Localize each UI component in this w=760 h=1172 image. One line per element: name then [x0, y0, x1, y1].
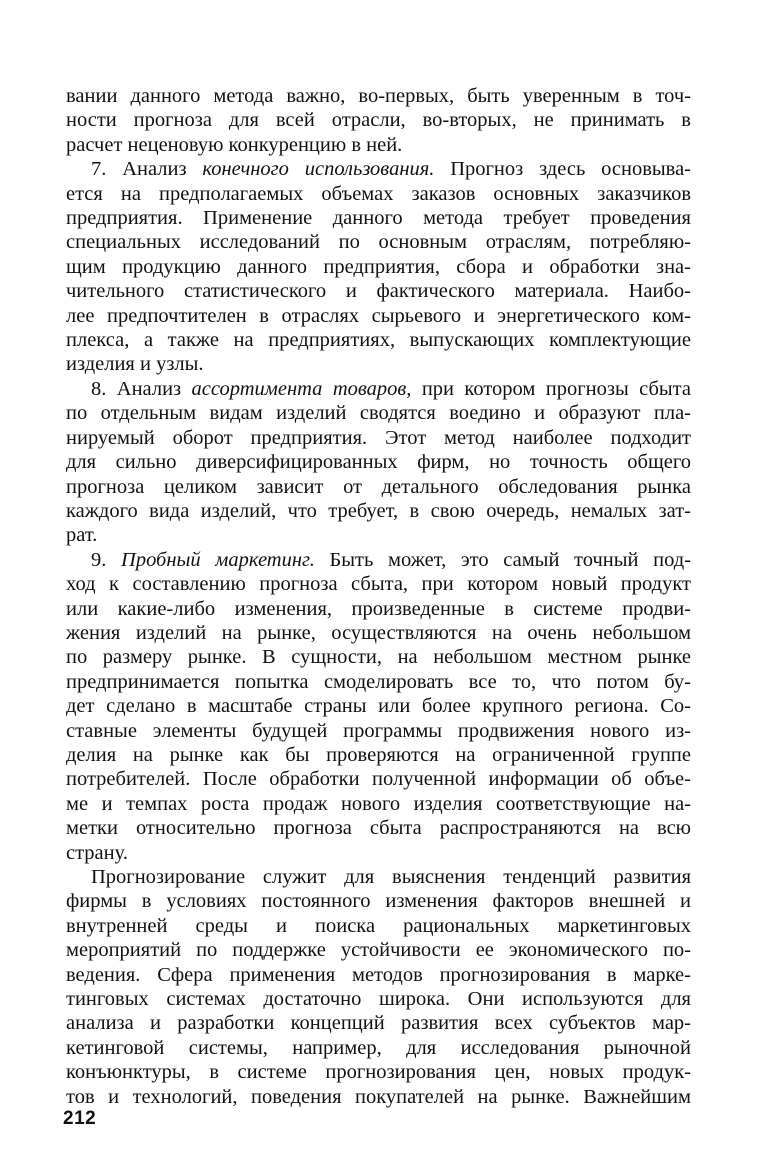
text-line: ется на предполагаемых объемах заказов основных заказчиков — [66, 182, 691, 205]
text-line: потребителей. После обработки полученной информации об объе- — [66, 768, 691, 791]
text-line: тинговых системах достаточно широка. Они используются для — [66, 988, 691, 1011]
text-line — [66, 377, 691, 401]
text-line: фирмы в условиях постоянного изменения факторов внешней и — [66, 890, 691, 913]
text-line: кетинговой системы, например, для исследования рыночной — [66, 1036, 691, 1059]
text-line: прогноза целиком зависит от детального обследования рынка — [66, 475, 691, 498]
line-text: Прогноз здесь основыва- — [434, 158, 691, 181]
text-line: дет сделано в масштабе страны или более крупного региона. Со- — [66, 695, 691, 718]
text-line: каждого вида изделий, что требует, в свою очередь, немалых зат- — [66, 499, 691, 522]
text-line: ности прогноза для всей отрасли, во-вторых, не принимать в — [66, 109, 691, 132]
text-line: ведения. Сфера применения методов прогнозирования в марке- — [66, 963, 691, 986]
text-line: изделия и узлы. — [66, 353, 204, 376]
text-line: нируемый оборот предприятия. Этот метод наиболее подходит — [66, 426, 691, 449]
text-line: предпринимается попытка смоделировать все то, что потом бу- — [66, 670, 691, 693]
text-line: тов и технологий, поведения покупателей на рынке. Важнейшим — [66, 1085, 691, 1108]
text-line: чительного статистического и фактического материала. Наибо- — [66, 280, 691, 303]
method-term: конечного использования. — [202, 158, 435, 181]
paragraph-method-8 — [66, 377, 691, 548]
line-text: Быть может, это самый точный под- — [314, 548, 692, 571]
text-line: анализа и разработки концепций развития всех субъектов мар- — [66, 1012, 691, 1035]
text-line: жения изделий на рынке, осуществляются на очень небольшом — [66, 621, 691, 644]
method-term: Пробный маркетинг. — [121, 548, 315, 571]
list-number: 9. — [91, 548, 107, 571]
text-line: страну. — [66, 841, 128, 864]
text-line: для сильно диверсифицированных фирм, но точность общего — [66, 451, 691, 474]
paragraph-method-9 — [66, 548, 691, 865]
paragraph-forecasting — [66, 865, 691, 1109]
text-line: щим продукцию данного предприятия, сбора и обработки зна- — [66, 255, 691, 278]
text-line: вании данного метода важно, во-первых, быть уверенным в точ- — [66, 85, 691, 107]
text-line: по размеру рынке. В сущности, на небольшом местном рынке — [66, 646, 691, 669]
list-number: 7. — [91, 158, 107, 181]
paragraph-continuation — [66, 84, 691, 157]
text-line: специальных исследований по основным отраслям, потребляю- — [66, 231, 691, 254]
text-line: мероприятий по поддержке устойчивости ее экономического по- — [66, 939, 691, 962]
text-line: плекса, а также на предприятиях, выпускающих комплектующие — [66, 329, 691, 352]
text-line: предприятия. Применение данного метода требует проведения — [66, 207, 691, 230]
text-line: расчет неценовую конкуренцию в ней. — [66, 133, 403, 156]
text-line: ме и темпах роста продаж нового изделия соответствующие на- — [66, 792, 691, 815]
text-line: по отдельным видам изделий сводятся воедино и образуют пла- — [66, 402, 691, 425]
text-line: метки относительно прогноза сбыта распространяются на всю — [66, 817, 691, 840]
page-body — [66, 84, 691, 1109]
method-term: ассортимента товаров, — [191, 377, 412, 400]
lead-text: Анализ — [122, 158, 187, 181]
lead-text: Анализ — [116, 377, 182, 400]
text-line: делия на рынке как бы проверяются на ограниченной группе — [66, 743, 691, 766]
text-line — [66, 548, 691, 572]
text-line: конъюнктуры, в системе прогнозирования цен, новых продук- — [66, 1061, 691, 1084]
paragraph-method-7 — [66, 157, 691, 377]
text-line: рат. — [66, 524, 98, 547]
text-line — [66, 157, 691, 181]
text-line: или какие-либо изменения, произведенные в системе продви- — [66, 597, 691, 620]
text-line: Прогнозирование служит для выяснения тенденций развития — [91, 866, 691, 888]
page-number: 212 — [63, 1108, 97, 1129]
text-line: ход к составлению прогноза сбыта, при котором новый продукт — [66, 573, 691, 596]
text-line: лее предпочтителен в отраслях сырьевого и энергетического ком- — [66, 304, 691, 327]
line-text: при котором прогнозы сбыта — [411, 377, 691, 400]
text-line: ставные элементы будущей программы продвижения нового из- — [66, 719, 691, 742]
text-line: внутренней среды и поиска рациональных маркетинговых — [66, 914, 691, 937]
list-number: 8. — [91, 377, 107, 400]
